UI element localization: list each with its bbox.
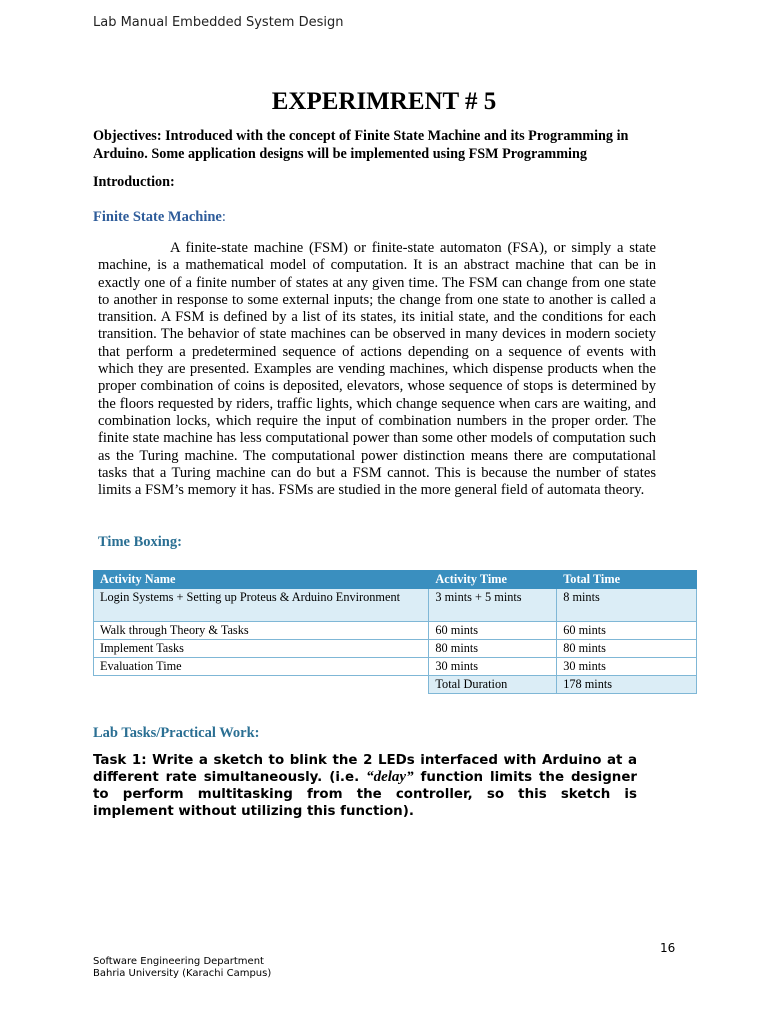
page-title: EXPERIMRENT # 5 xyxy=(271,88,497,115)
table-row xyxy=(94,589,697,622)
cell-activity-name: Login Systems + Setting up Proteus & Arduino Environment xyxy=(94,589,429,622)
table-row xyxy=(94,658,697,676)
total-row-blank xyxy=(94,676,429,694)
page-number: 16 xyxy=(660,941,676,955)
cell-activity-time: 30 mints xyxy=(429,658,557,676)
fsm-heading-text: Finite State Machine xyxy=(93,209,222,225)
total-duration-label: Total Duration xyxy=(429,676,557,694)
cell-activity-time: 80 mints xyxy=(429,640,557,658)
fsm-heading xyxy=(93,209,226,226)
table-row xyxy=(94,640,697,658)
cell-activity-time: 60 mints xyxy=(429,622,557,640)
table-row xyxy=(94,622,697,640)
column-header-activity-time: Activity Time xyxy=(429,571,557,589)
objectives-text: Objectives: Introduced with the concept of Finite State Machine and its Programming in Arduino. Some application designs will be implemented using FSM Programming xyxy=(93,128,629,162)
cell-activity-time: 3 mints + 5 mints xyxy=(429,589,557,622)
lab-tasks-heading: Lab Tasks/Practical Work: xyxy=(93,725,260,741)
task-1-text-start: Task 1: Write a sketch to blink the 2 LEDs interfaced with Arduino at a different rate simultaneously. (i.e. xyxy=(93,753,637,785)
fsm-heading-colon: : xyxy=(221,209,226,225)
task-1-text xyxy=(93,752,637,820)
footer xyxy=(93,956,271,980)
task-1-text-end: function limits the designer to perform multitasking from the controller, so this sketch is implement without utilizing this function). xyxy=(93,770,638,819)
introduction-heading: Introduction: xyxy=(93,174,175,190)
time-boxing-heading: Time Boxing: xyxy=(98,534,182,550)
total-row xyxy=(94,676,697,694)
table-header-row xyxy=(94,571,697,589)
time-boxing-table xyxy=(93,570,697,694)
column-header-activity-name: Activity Name xyxy=(94,571,429,589)
fsm-paragraph: A finite-state machine (FSM) or finite-state automaton (FSA), or simply a state machine, is a mathematical model of computation. It is an abstract machine that can be in exactly one of a finite number of states at any given time. The FSM can change from one state to another in response to some external inputs; the change from one state to another is called a transition. A FSM is defined by a list of its states, its initial state, and the conditions for each transition. The behavior of state machines can be observed in many devices in modern society that perform a predetermined sequence of actions depending on a sequence of events with which they are presented. Examples are vending machines, which dispense products when the proper combination of coins is deposited, elevators, whose sequence of stops is determined by the floors requested by riders, traffic lights, which change sequence when cars are waiting, and combination locks, which require the input of combination numbers in the proper order. The finite state machine has less computational power than some other models of computation such as the Turing machine. The computational power distinction means there are computational tasks that a Turing machine can do but a FSM cannot. This is because the number of states limits a FSM’s memory it has. FSMs are studied in the more general field of automata theory. xyxy=(98,240,656,499)
cell-total-time: 80 mints xyxy=(557,640,697,658)
cell-activity-name: Walk through Theory & Tasks xyxy=(94,622,429,640)
footer-department: Software Engineering Department xyxy=(93,956,264,967)
cell-activity-name: Implement Tasks xyxy=(94,640,429,658)
cell-total-time: 60 mints xyxy=(557,622,697,640)
total-duration-value: 178 mints xyxy=(557,676,697,694)
footer-university: Bahria University (Karachi Campus) xyxy=(93,968,272,979)
cell-total-time: 30 mints xyxy=(557,658,697,676)
running-header: Lab Manual Embedded System Design xyxy=(93,15,344,30)
column-header-total-time: Total Time xyxy=(557,571,697,589)
cell-activity-name: Evaluation Time xyxy=(94,658,429,676)
cell-total-time: 8 mints xyxy=(557,589,697,622)
task-1-delay-keyword: “delay” xyxy=(366,769,414,785)
